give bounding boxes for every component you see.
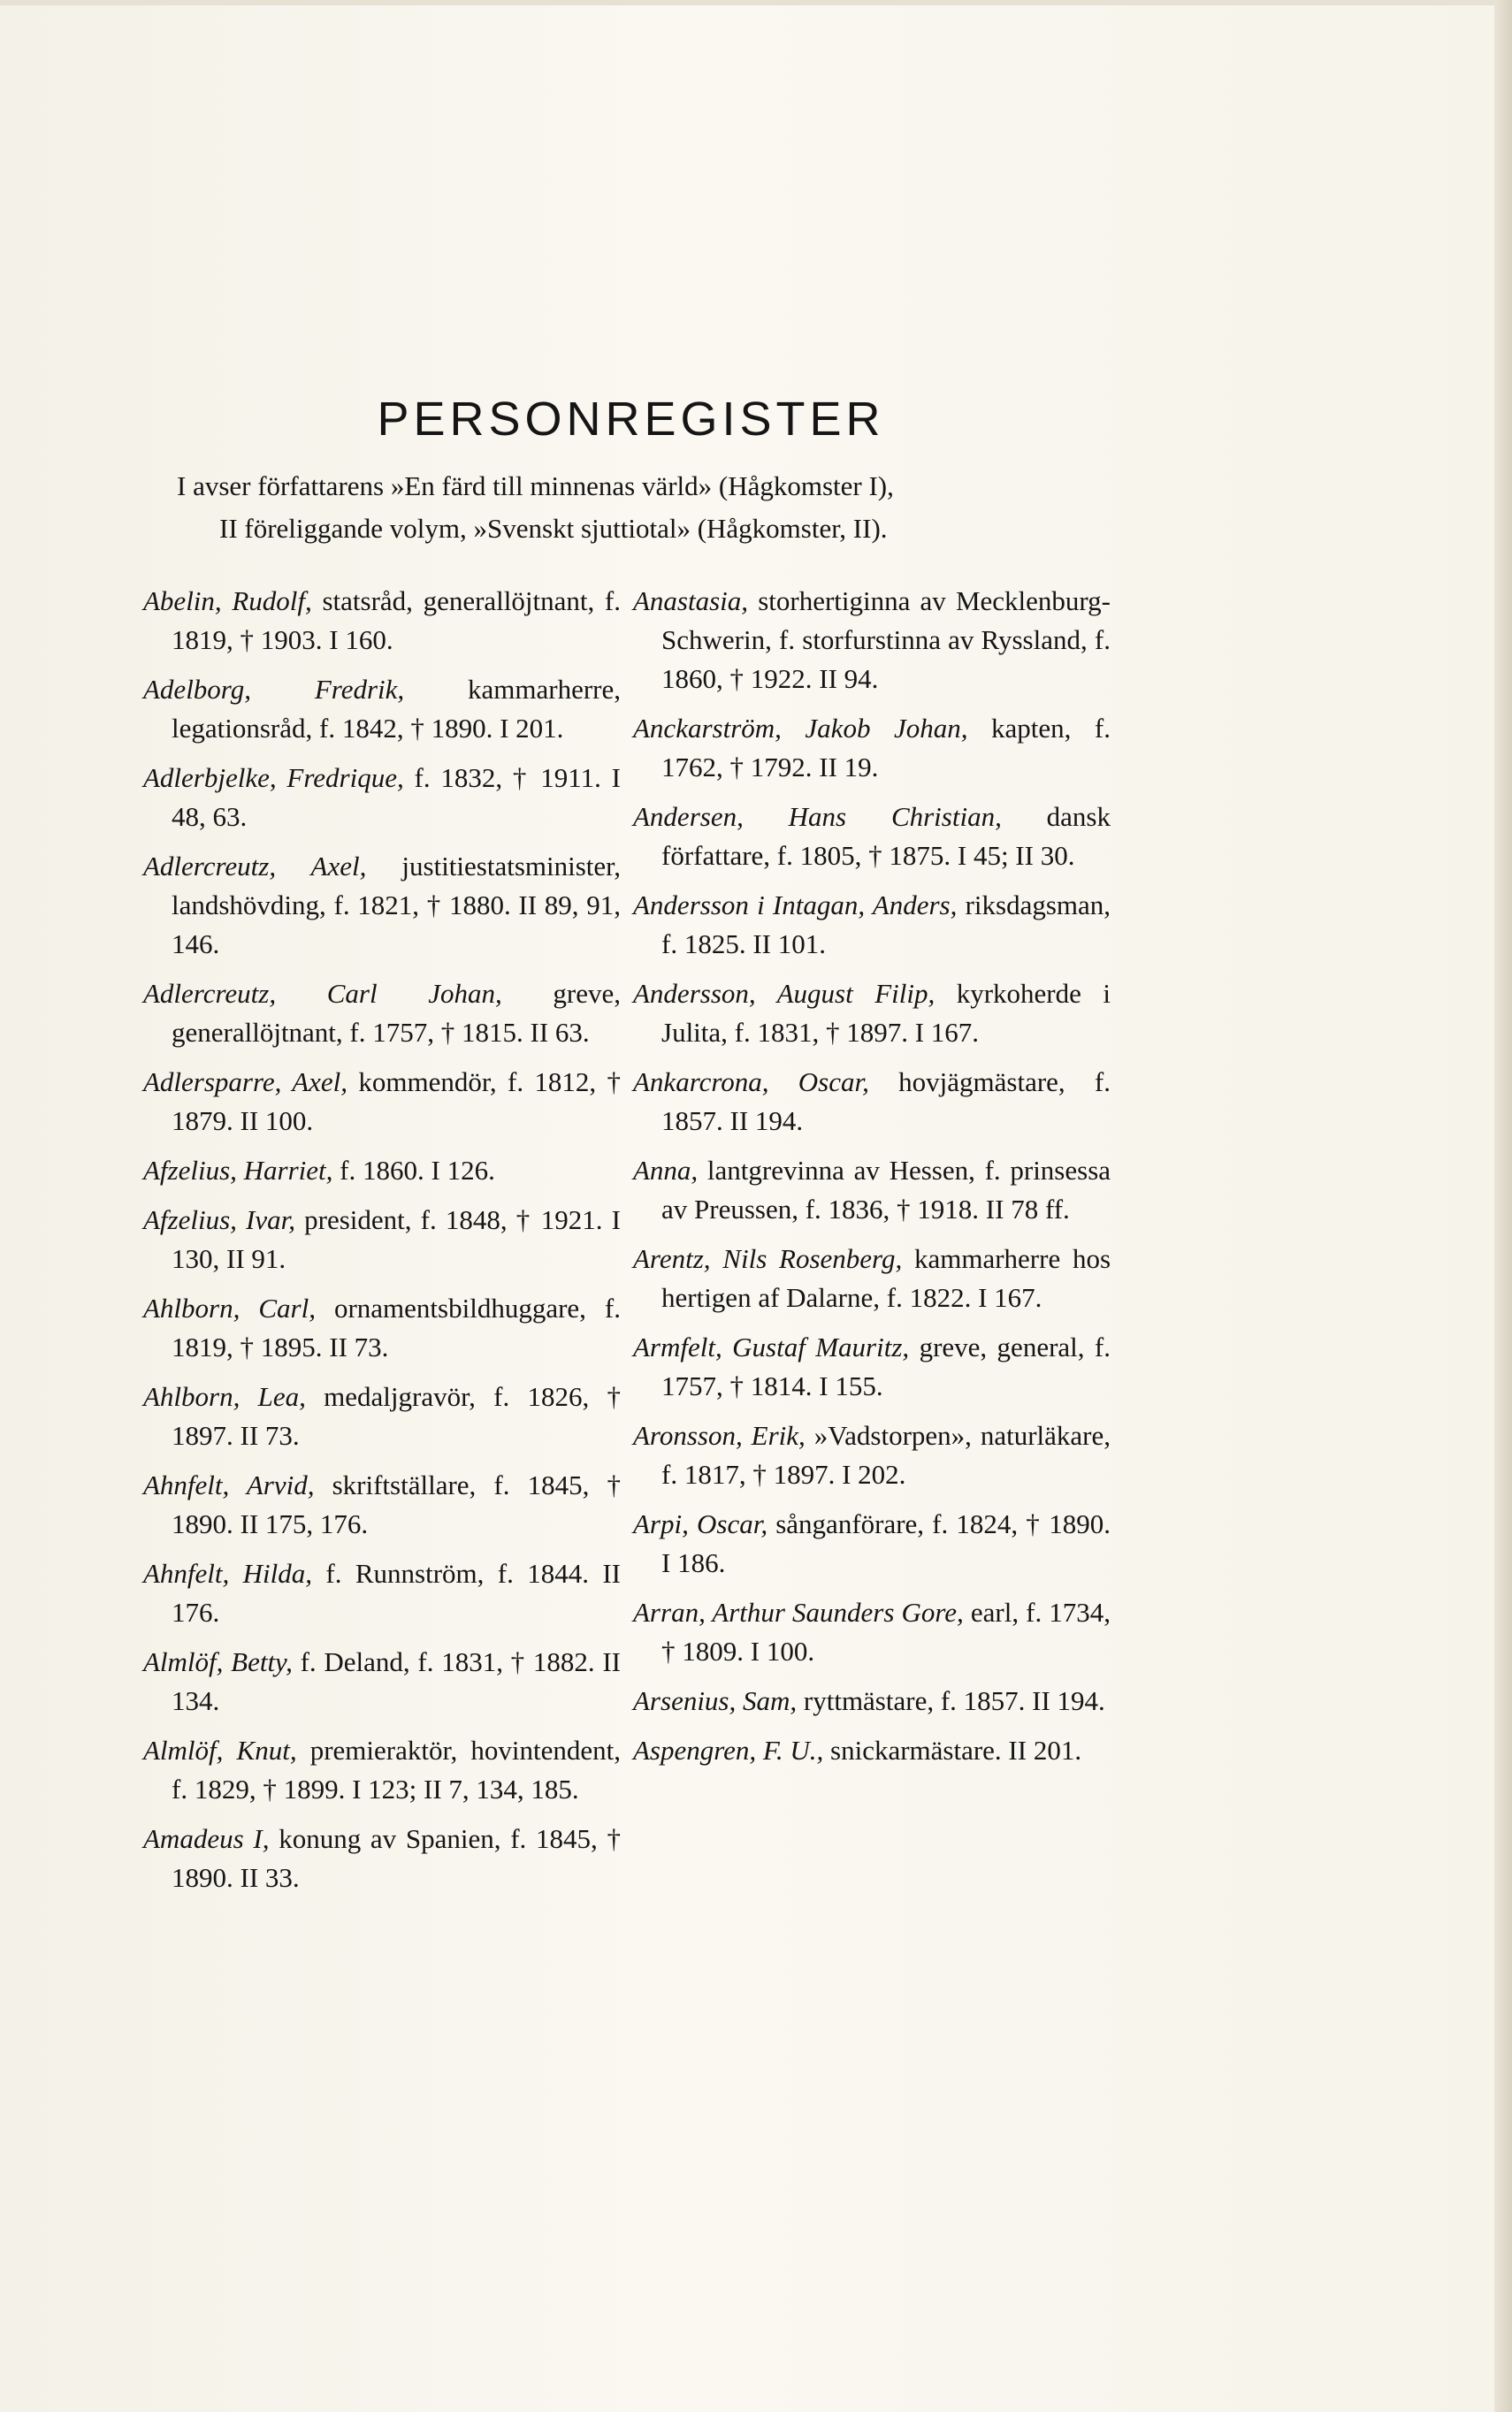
entry-name: Ankarcrona, Oscar,	[633, 1066, 869, 1097]
index-entry	[633, 1063, 1111, 1141]
entry-details: justitiestatsminister, landshövding, f. 1821, † 1880. II 89, 91, 146.	[172, 851, 622, 959]
index-column-right	[633, 582, 1111, 1781]
entry-name: Almlöf, Knut,	[143, 1735, 297, 1766]
entry-details: dansk författare, f. 1805, † 1875. I 45; II 30.	[661, 801, 1111, 871]
entry-details: president, f. 1848, † 1921. I 130, II 91.	[172, 1204, 622, 1274]
intro-line-1: I avser författarens »En färd till minnenas värld» (Hågkomster I),	[177, 470, 894, 501]
index-entry	[143, 1731, 621, 1809]
entry-name: Afzelius, Harriet,	[143, 1155, 333, 1186]
entry-name: Adlercreutz, Axel,	[143, 851, 367, 882]
index-entry	[633, 1682, 1111, 1721]
index-entry	[143, 1201, 621, 1279]
entry-name: Ahnfelt, Hilda,	[143, 1558, 313, 1589]
index-entry	[633, 1593, 1111, 1671]
entry-name: Anastasia,	[633, 585, 749, 616]
entry-details: statsråd, generallöjtnant, f. 1819, † 1903. I 160.	[172, 585, 621, 655]
entry-name: Arpi, Oscar,	[633, 1508, 768, 1539]
entry-name: Andersson, August Filip,	[633, 978, 935, 1009]
entry-details: ornamentsbildhuggare, f. 1819, † 1895. II 73.	[172, 1293, 621, 1362]
index-entry	[633, 1505, 1111, 1583]
index-entry	[143, 1378, 621, 1455]
entry-name: Ahlborn, Lea,	[143, 1381, 306, 1412]
index-entry	[143, 1289, 621, 1367]
index-entry	[633, 1240, 1111, 1317]
entry-name: Arsenius, Sam,	[633, 1685, 798, 1716]
entry-name: Ahnfelt, Arvid,	[143, 1469, 315, 1500]
entry-name: Arentz, Nils Rosenberg,	[633, 1243, 903, 1274]
entry-name: Armfelt, Gustaf Mauritz,	[633, 1332, 910, 1362]
entry-name: Aronsson, Erik,	[633, 1420, 806, 1451]
page-title: PERSONREGISTER	[377, 393, 885, 446]
entry-name: Almlöf, Betty,	[143, 1646, 293, 1677]
index-entry	[143, 1820, 621, 1897]
entry-details: storhertiginna av Mecklenburg-Schwerin, f. storfurstinna av Ryssland, f. 1860, † 1922. II 94.	[661, 585, 1111, 694]
index-entry	[143, 670, 621, 748]
entry-details: »Vadstorpen», naturläkare, f. 1817, † 1897. I 202.	[661, 1420, 1111, 1490]
index-entry	[143, 1643, 621, 1721]
entry-name: Arran, Arthur Saunders Gore,	[633, 1597, 964, 1628]
entry-details: kyrkoherde i Julita, f. 1831, † 1897. I 167.	[661, 978, 1111, 1048]
entry-details: skriftställare, f. 1845, † 1890. II 175, 176.	[172, 1469, 621, 1539]
entry-details: greve, general, f. 1757, † 1814. I 155.	[661, 1332, 1111, 1401]
entry-details: f. 1832, † 1911. I 48, 63.	[172, 762, 621, 832]
index-entry	[633, 709, 1111, 787]
entry-name: Adlersparre, Axel,	[143, 1066, 348, 1097]
index-entry	[633, 1731, 1111, 1770]
entry-name: Andersson i Intagan, Anders,	[633, 889, 958, 920]
index-entry	[143, 582, 621, 660]
index-entry	[143, 1466, 621, 1544]
entry-details: kapten, f. 1762, † 1792. II 19.	[661, 713, 1111, 782]
entry-details: earl, f. 1734, † 1809. I 100.	[661, 1597, 1111, 1667]
entry-details: f. Runnström, f. 1844. II 176.	[172, 1558, 621, 1628]
index-column-left	[143, 582, 621, 1908]
entry-details: snickarmästare. II 201.	[830, 1735, 1082, 1766]
index-entry	[143, 847, 621, 964]
index-entry	[633, 798, 1111, 875]
entry-details: hovjägmästare, f. 1857. II 194.	[661, 1066, 1111, 1136]
index-entry	[143, 1151, 621, 1190]
entry-details: f. Deland, f. 1831, † 1882. II 134.	[172, 1646, 621, 1716]
index-entry	[633, 582, 1111, 698]
index-entry	[633, 1151, 1111, 1229]
index-entry	[633, 886, 1111, 964]
entry-details: konung av Spanien, f. 1845, † 1890. II 33.	[172, 1823, 621, 1893]
entry-name: Anckarström, Jakob Johan,	[633, 713, 968, 744]
index-entry	[143, 1063, 621, 1141]
entry-name: Aspengren, F. U.,	[633, 1735, 824, 1766]
entry-details: f. 1860. I 126.	[340, 1155, 495, 1186]
entry-details: premieraktör, hovintendent, f. 1829, † 1899. I 123; II 7, 134, 185.	[172, 1735, 622, 1805]
entry-name: Anna,	[633, 1155, 699, 1186]
index-entry	[143, 759, 621, 836]
entry-details: riksdagsman, f. 1825. II 101.	[661, 889, 1111, 959]
entry-name: Adlercreutz, Carl Johan,	[143, 978, 502, 1009]
entry-details: kommendör, f. 1812, † 1879. II 100.	[172, 1066, 622, 1136]
page-top-edge	[0, 0, 1512, 5]
entry-name: Afzelius, Ivar,	[143, 1204, 296, 1235]
entry-details: kammarherre, legationsråd, f. 1842, † 1890. I 201.	[172, 674, 621, 744]
entry-details: ryttmästare, f. 1857. II 194.	[803, 1685, 1105, 1716]
entry-name: Ahlborn, Carl,	[143, 1293, 316, 1324]
entry-name: Amadeus I,	[143, 1823, 270, 1854]
entry-name: Abelin, Rudolf,	[143, 585, 312, 616]
entry-details: medaljgravör, f. 1826, † 1897. II 73.	[172, 1381, 621, 1451]
index-entry	[633, 974, 1111, 1052]
index-entry	[633, 1328, 1111, 1406]
entry-name: Andersen, Hans Christian,	[633, 801, 1002, 832]
entry-name: Adelborg, Fredrik,	[143, 674, 405, 705]
intro-note	[177, 465, 1132, 550]
index-entry	[143, 974, 621, 1052]
index-entry	[143, 1554, 621, 1632]
intro-line-2: II föreliggande volym, »Svenskt sjuttiotal» (Hågkomster, II).	[219, 513, 888, 544]
entry-details: kammarherre hos hertigen af Dalarne, f. 1822. I 167.	[661, 1243, 1111, 1313]
entry-details: greve, generallöjtnant, f. 1757, † 1815. II 63.	[172, 978, 621, 1048]
entry-name: Adlerbjelke, Fredrique,	[143, 762, 404, 793]
entry-details: sånganförare, f. 1824, † 1890. I 186.	[661, 1508, 1111, 1578]
entry-details: lantgrevinna av Hessen, f. prinsessa av Preussen, f. 1836, † 1918. II 78 ff.	[661, 1155, 1111, 1225]
page-right-edge	[1494, 0, 1512, 2412]
index-entry	[633, 1416, 1111, 1494]
